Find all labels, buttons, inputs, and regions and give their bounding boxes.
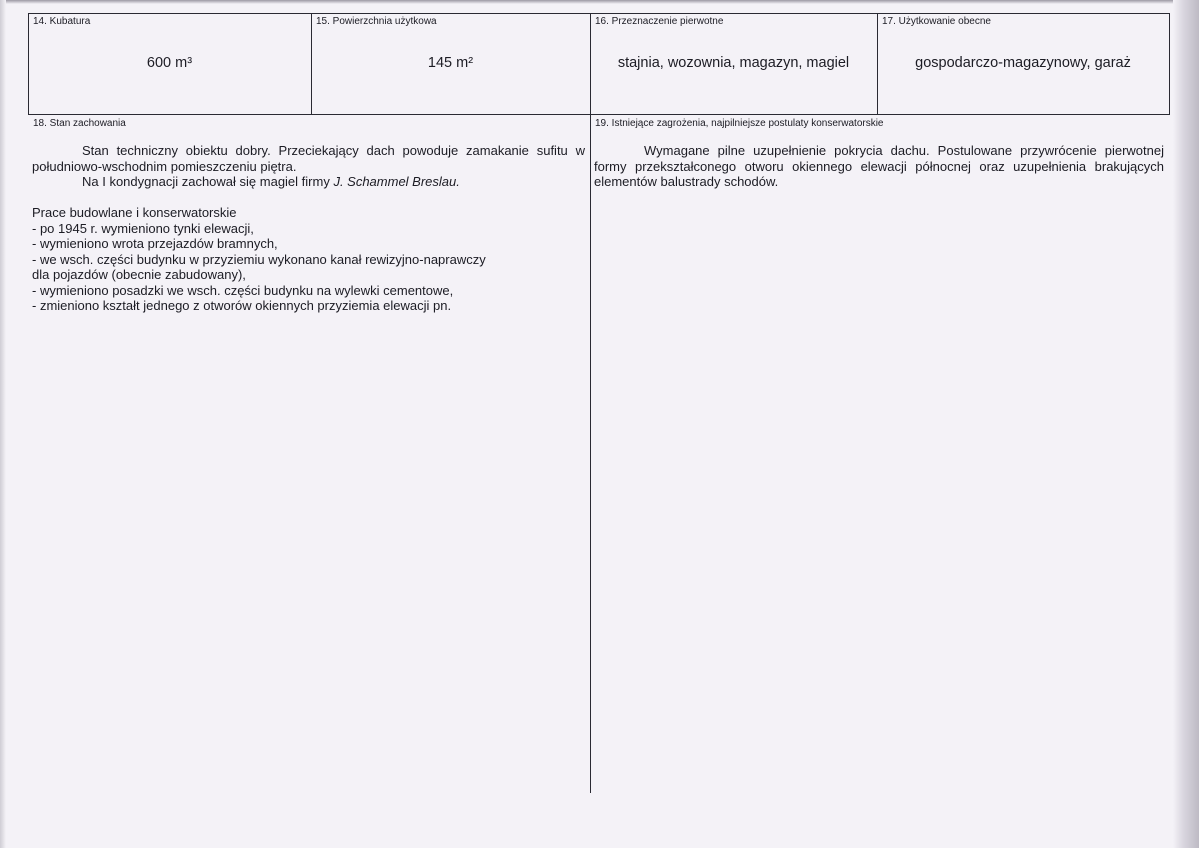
zagrozenia-text [594,143,1164,190]
stan-zachowania-label: 18. Stan zachowania [33,118,126,129]
firm-name: J. Schammel Breslau. [333,174,460,189]
stan-paragraph-2-text: Na I kondygnacji zachował się magiel firmy [82,174,334,189]
przeznaczenie-value: stajnia, wozownia, magazyn, magiel [617,55,850,71]
przeznaczenie-label: 16. Przeznaczenie pierwotne [595,16,724,27]
works-item: - zmieniono kształt jednego z otworów okiennych przyziemia elewacji pn. [32,298,452,313]
uzytkowanie-label: 17. Użytkowanie obecne [882,16,991,27]
zagrozenia-paragraph: Wymagane pilne uzupełnienie pokrycia dachu. Postulowane przywrócenie pierwotnej formy przekształconego otworu okiennego elewacji północnej oraz uzupełnienia brakujących elementów balustrady schodów. [594,143,1164,189]
works-item: - po 1945 r. wymieniono tynki elewacji, [32,220,254,236]
works-title: Prace budowlane i konserwatorskie [32,205,237,220]
powierzchnia-label: 15. Powierzchnia użytkowa [316,16,437,27]
cell-divider-16 [590,13,591,793]
scan-edge-left [0,0,6,848]
record-card-sheet [28,13,1170,793]
zagrozenia-label: 19. Istniejące zagrożenia, najpilniejsze postulaty konserwatorskie [595,118,884,129]
row-divider [28,114,1170,115]
works-item: - wymieniono posadzki we wsch. części budynku na wylewki cementowe, [32,282,454,298]
scan-edge-top [0,0,1199,4]
powierzchnia-value: 145 m² [427,55,474,71]
top-border [28,13,1170,14]
stan-zachowania-text [32,143,585,314]
stan-paragraph-2 [32,174,585,190]
kubatura-label: 14. Kubatura [33,16,91,27]
works-item: - we wsch. części budynku w przyziemiu wykonano kanał rewizyjno-naprawczy [32,251,486,267]
right-border [1169,13,1170,114]
paragraph-spacer [32,190,585,206]
scan-edge-right [1173,0,1199,848]
kubatura-value: 600 m³ [146,55,193,71]
stan-paragraph-1: Stan techniczny obiektu dobry. Przeciekający dach powoduje zamakanie sufitu w południowo-wschodnim pomieszczeniu piętra. [32,143,585,174]
works-item: dla pojazdów (obecnie zabudowany), [32,267,246,282]
uzytkowanie-value: gospodarczo-magazynowy, garaż [915,55,1131,71]
works-item: - wymieniono wrota przejazdów bramnych, [32,236,278,251]
